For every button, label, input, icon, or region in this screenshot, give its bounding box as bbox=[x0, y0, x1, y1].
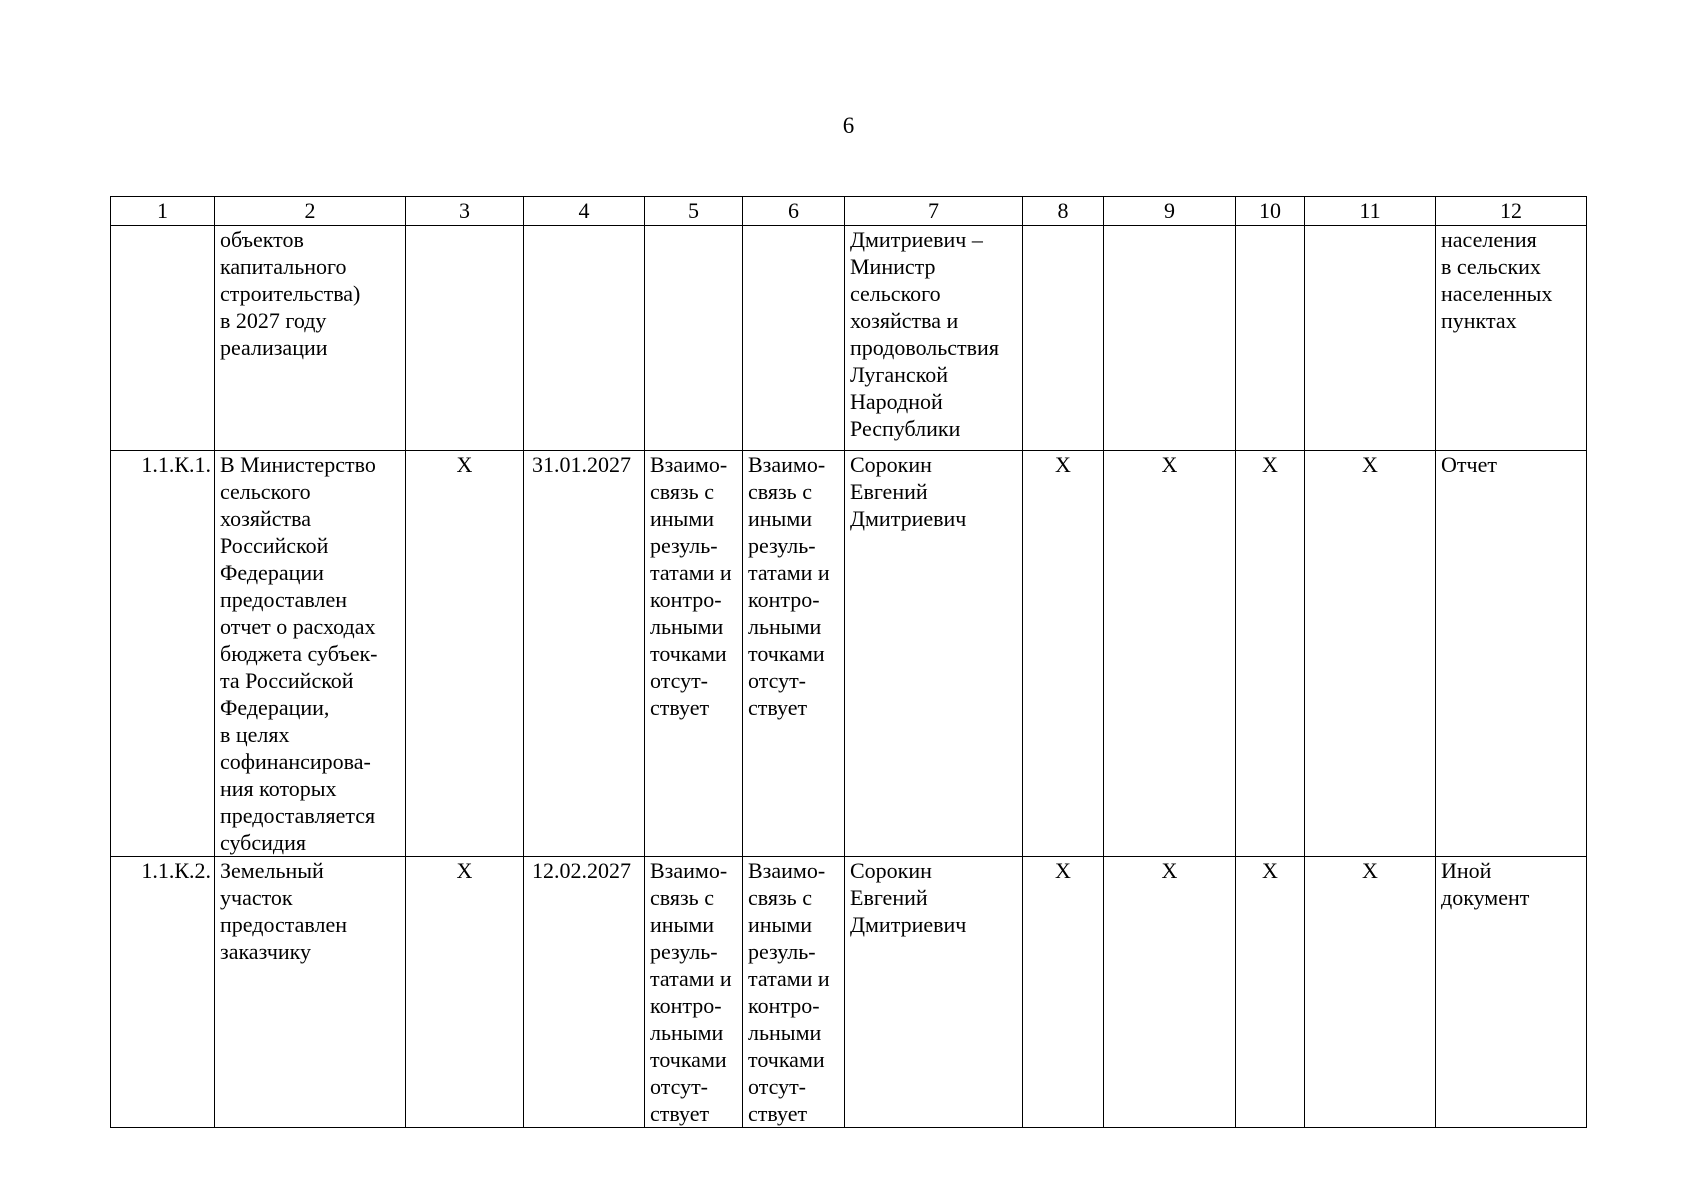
cell-col11 bbox=[1305, 226, 1436, 451]
cell-description: В Министерство сельского хозяйства Российской Федерации предоставлен отчет о расходах бюджета субъек- та Российской Федерации, в целях софинансирова- ния которых предоставляется субсидия bbox=[215, 451, 406, 857]
cell-document: населения в сельских населенных пунктах bbox=[1436, 226, 1587, 451]
table-row bbox=[111, 226, 1587, 451]
cell-number: 1.1.К.1. bbox=[111, 451, 215, 857]
cell-date bbox=[524, 226, 645, 451]
cell-responsible: Сорокин Евгений Дмитриевич bbox=[845, 857, 1023, 1128]
cell-responsible: Сорокин Евгений Дмитриевич bbox=[845, 451, 1023, 857]
results-table bbox=[110, 196, 1587, 1128]
column-header: 4 bbox=[524, 197, 645, 226]
column-header: 10 bbox=[1236, 197, 1305, 226]
column-header: 8 bbox=[1023, 197, 1104, 226]
cell-document: Иной документ bbox=[1436, 857, 1587, 1128]
table-header-row bbox=[111, 197, 1587, 226]
cell-col8: X bbox=[1023, 857, 1104, 1128]
cell-number: 1.1.К.2. bbox=[111, 857, 215, 1128]
column-header: 7 bbox=[845, 197, 1023, 226]
cell-number bbox=[111, 226, 215, 451]
cell-col6 bbox=[743, 226, 845, 451]
cell-col8 bbox=[1023, 226, 1104, 451]
column-header: 9 bbox=[1104, 197, 1236, 226]
cell-col10: X bbox=[1236, 857, 1305, 1128]
cell-col10 bbox=[1236, 226, 1305, 451]
cell-col11: X bbox=[1305, 857, 1436, 1128]
cell-col10: X bbox=[1236, 451, 1305, 857]
cell-date: 12.02.2027 bbox=[524, 857, 645, 1128]
cell-col6: Взаимо- связь с иными резуль- татами и контро- льными точками отсут- ствует bbox=[743, 857, 845, 1128]
column-header: 6 bbox=[743, 197, 845, 226]
cell-date: 31.01.2027 bbox=[524, 451, 645, 857]
cell-col3: X bbox=[406, 451, 524, 857]
cell-responsible: Дмитриевич – Министр сельского хозяйства и продовольствия Луганской Народной Республики bbox=[845, 226, 1023, 451]
column-header: 12 bbox=[1436, 197, 1587, 226]
column-header: 2 bbox=[215, 197, 406, 226]
cell-col5: Взаимо- связь с иными резуль- татами и контро- льными точками отсут- ствует bbox=[645, 451, 743, 857]
cell-description: объектов капитального строительства) в 2027 году реализации bbox=[215, 226, 406, 451]
cell-col8: X bbox=[1023, 451, 1104, 857]
cell-col11: X bbox=[1305, 451, 1436, 857]
column-header: 5 bbox=[645, 197, 743, 226]
cell-col3 bbox=[406, 226, 524, 451]
cell-col6: Взаимо- связь с иными резуль- татами и контро- льными точками отсут- ствует bbox=[743, 451, 845, 857]
cell-col9 bbox=[1104, 226, 1236, 451]
cell-document: Отчет bbox=[1436, 451, 1587, 857]
cell-col5 bbox=[645, 226, 743, 451]
cell-col9: X bbox=[1104, 857, 1236, 1128]
cell-col3: X bbox=[406, 857, 524, 1128]
cell-col5: Взаимо- связь с иными резуль- татами и контро- льными точками отсут- ствует bbox=[645, 857, 743, 1128]
cell-description: Земельный участок предоставлен заказчику bbox=[215, 857, 406, 1128]
column-header: 11 bbox=[1305, 197, 1436, 226]
column-header: 1 bbox=[111, 197, 215, 226]
page-number: 6 bbox=[842, 113, 855, 138]
table-row bbox=[111, 451, 1587, 857]
column-header: 3 bbox=[406, 197, 524, 226]
cell-col9: X bbox=[1104, 451, 1236, 857]
table-row bbox=[111, 857, 1587, 1128]
